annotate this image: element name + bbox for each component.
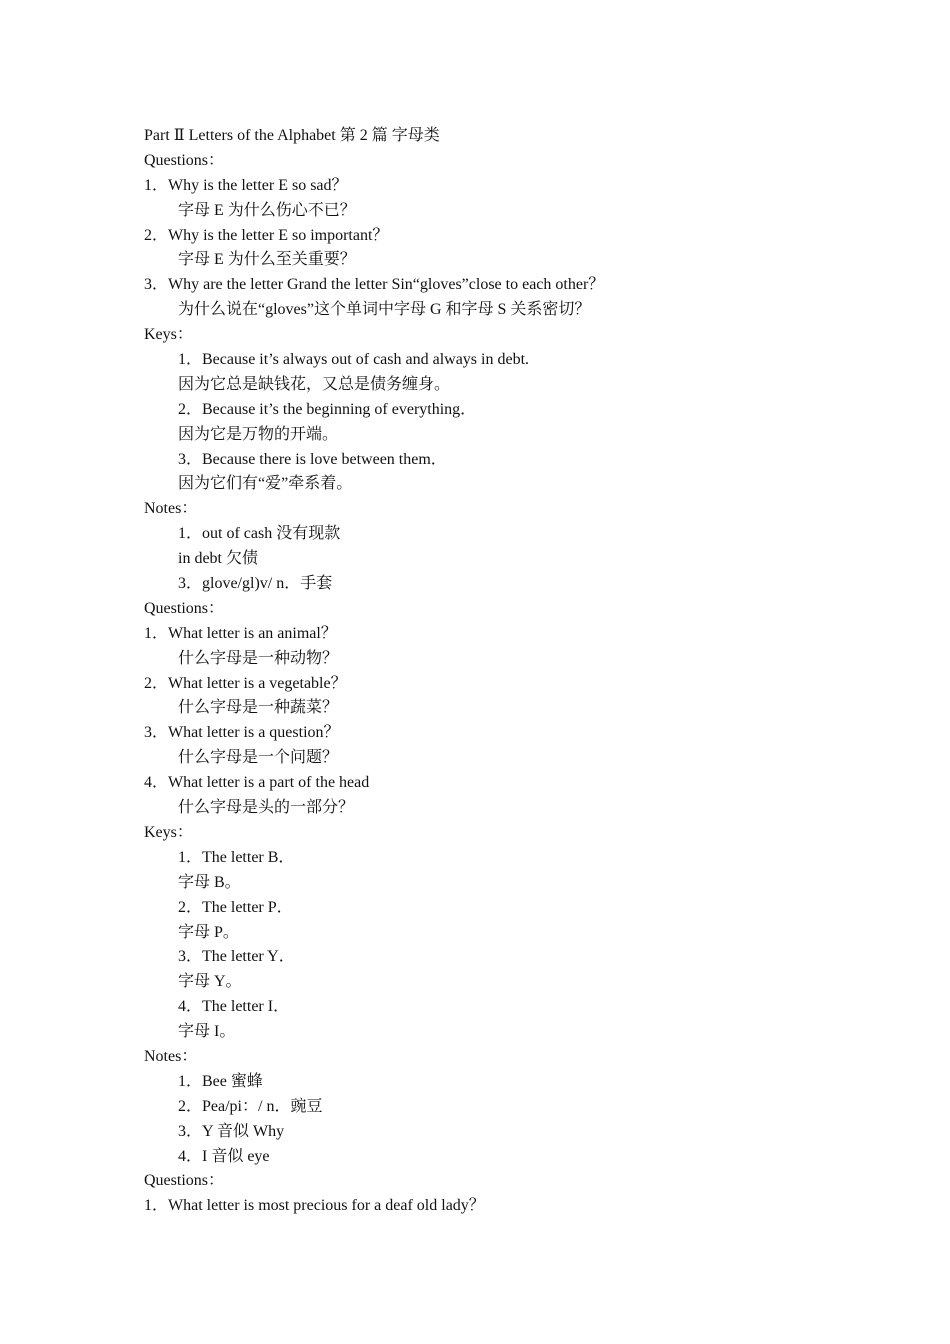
text-line: 为什么说在“gloves”这个单词中字母 G 和字母 S 关系密切？ bbox=[178, 301, 591, 319]
text-line: 因为它是万物的开端。 bbox=[178, 425, 339, 443]
text-line: 2．Because it’s the beginning of everything． bbox=[178, 400, 477, 418]
text-line: 4．The letter I． bbox=[178, 998, 290, 1016]
text-line: 字母 Y。 bbox=[178, 973, 242, 991]
text-line: 4．I 音似 eye bbox=[178, 1147, 270, 1165]
text-line: 字母 P。 bbox=[178, 923, 239, 941]
text-line: 字母 E 为什么伤心不已？ bbox=[178, 201, 356, 219]
text-line: 1．Bee 蜜蜂 bbox=[178, 1072, 263, 1090]
text-line: Questions： bbox=[144, 151, 225, 169]
text-line: 字母 I。 bbox=[178, 1023, 236, 1041]
text-line: 因为它们有“爱”牵系着。 bbox=[178, 475, 353, 493]
text-line: in debt 欠债 bbox=[178, 550, 258, 568]
text-line: 4．What letter is a part of the head bbox=[144, 774, 370, 792]
text-line: 字母 E 为什么至关重要？ bbox=[178, 251, 356, 269]
text-line: Keys： bbox=[144, 823, 193, 841]
text-line: 什么字母是一个问题？ bbox=[178, 749, 339, 767]
text-line: 1．The letter B． bbox=[178, 848, 295, 866]
text-line: 什么字母是一种蔬菜？ bbox=[178, 699, 339, 717]
text-line: 1．What letter is an animal？ bbox=[144, 624, 337, 642]
text-line: 什么字母是头的一部分？ bbox=[178, 799, 355, 817]
text-line: Questions： bbox=[144, 1172, 225, 1190]
text-line: 3．The letter Y． bbox=[178, 948, 295, 966]
text-line: 1．Why is the letter E so sad？ bbox=[144, 176, 348, 194]
text-line: Notes： bbox=[144, 1047, 198, 1065]
text-line: 1．What letter is most precious for a deaf old lady？ bbox=[144, 1197, 485, 1215]
text-line: 2．The letter P． bbox=[178, 898, 293, 916]
text-line: Keys： bbox=[144, 326, 193, 344]
text-line: 2．Pea/pi：/ n．豌豆 bbox=[178, 1097, 323, 1115]
text-line: 因为它总是缺钱花，又总是债务缠身。 bbox=[178, 375, 451, 393]
text-line: 3．Why are the letter Grand the letter Sin“gloves”close to each other？ bbox=[144, 276, 605, 294]
text-line: 3．Y 音似 Why bbox=[178, 1122, 285, 1140]
text-line: 什么字母是一种动物？ bbox=[178, 649, 339, 667]
text-line: 3．Because there is love between them． bbox=[178, 450, 447, 468]
document-body bbox=[144, 124, 824, 1219]
text-line: 1．Because it’s always out of cash and always in debt. bbox=[178, 351, 530, 369]
text-line: Part Ⅱ Letters of the Alphabet 第 2 篇 字母类 bbox=[144, 127, 440, 144]
text-line: 1．out of cash 没有现款 bbox=[178, 525, 341, 543]
text-line: 3．glove/gl)v/ n．手套 bbox=[178, 575, 333, 593]
text-line: 字母 B。 bbox=[178, 873, 241, 891]
text-line: 2．Why is the letter E so important？ bbox=[144, 226, 389, 244]
text-line: Questions： bbox=[144, 599, 225, 617]
text-line: 2．What letter is a vegetable？ bbox=[144, 674, 347, 692]
text-line: 3．What letter is a question？ bbox=[144, 724, 340, 742]
text-line: Notes： bbox=[144, 500, 198, 518]
